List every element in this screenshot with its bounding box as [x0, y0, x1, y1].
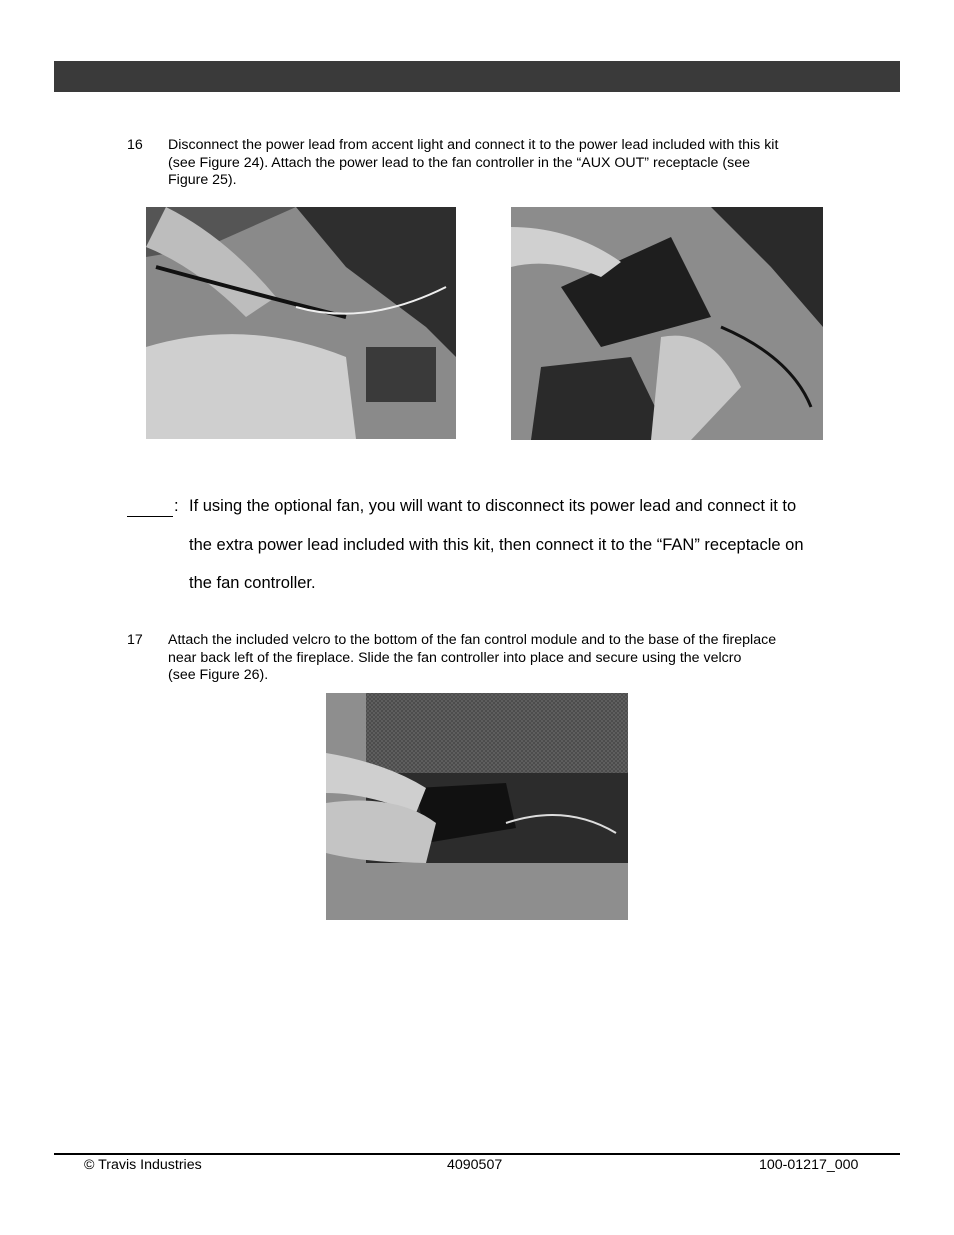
note-line: the extra power lead included with this kit, then connect it to the “FAN” receptacle on — [189, 536, 804, 554]
footer-doc-number: 100-01217_000 — [759, 1157, 859, 1173]
step-line: near back left of the fireplace. Slide the fan controller into place and secure using the velcro — [168, 649, 742, 666]
figure-26-photo — [326, 693, 628, 920]
footer-center-code: 4090507 — [447, 1157, 503, 1173]
note-line: If using the optional fan, you will want to disconnect its power lead and connect it to — [189, 497, 797, 515]
step-line: Figure 25). — [168, 172, 237, 188]
note-colon: : — [174, 497, 179, 515]
step-line: (see Figure 26). — [168, 667, 269, 683]
note-label-blank — [127, 496, 173, 517]
step-line: Disconnect the power lead from accent light and connect it to the power lead included with this kit — [168, 137, 779, 153]
figure-24-photo — [146, 207, 456, 439]
step-line: (see Figure 24). Attach the power lead to the fan controller in the “AUX OUT” receptacle (see — [168, 154, 750, 171]
step-text — [168, 137, 848, 190]
step-text — [168, 632, 848, 685]
step-number: 17 — [127, 632, 143, 648]
figure-25-photo — [511, 207, 823, 440]
step-number: 16 — [127, 137, 143, 153]
footer-copyright: © Travis Industries — [84, 1157, 202, 1173]
step-line: Attach the included velcro to the bottom of the fan control module and to the base of the fireplace — [168, 632, 777, 648]
header-bar — [54, 61, 900, 92]
footer-rule — [54, 1153, 900, 1155]
note-line: the fan controller. — [189, 574, 316, 592]
